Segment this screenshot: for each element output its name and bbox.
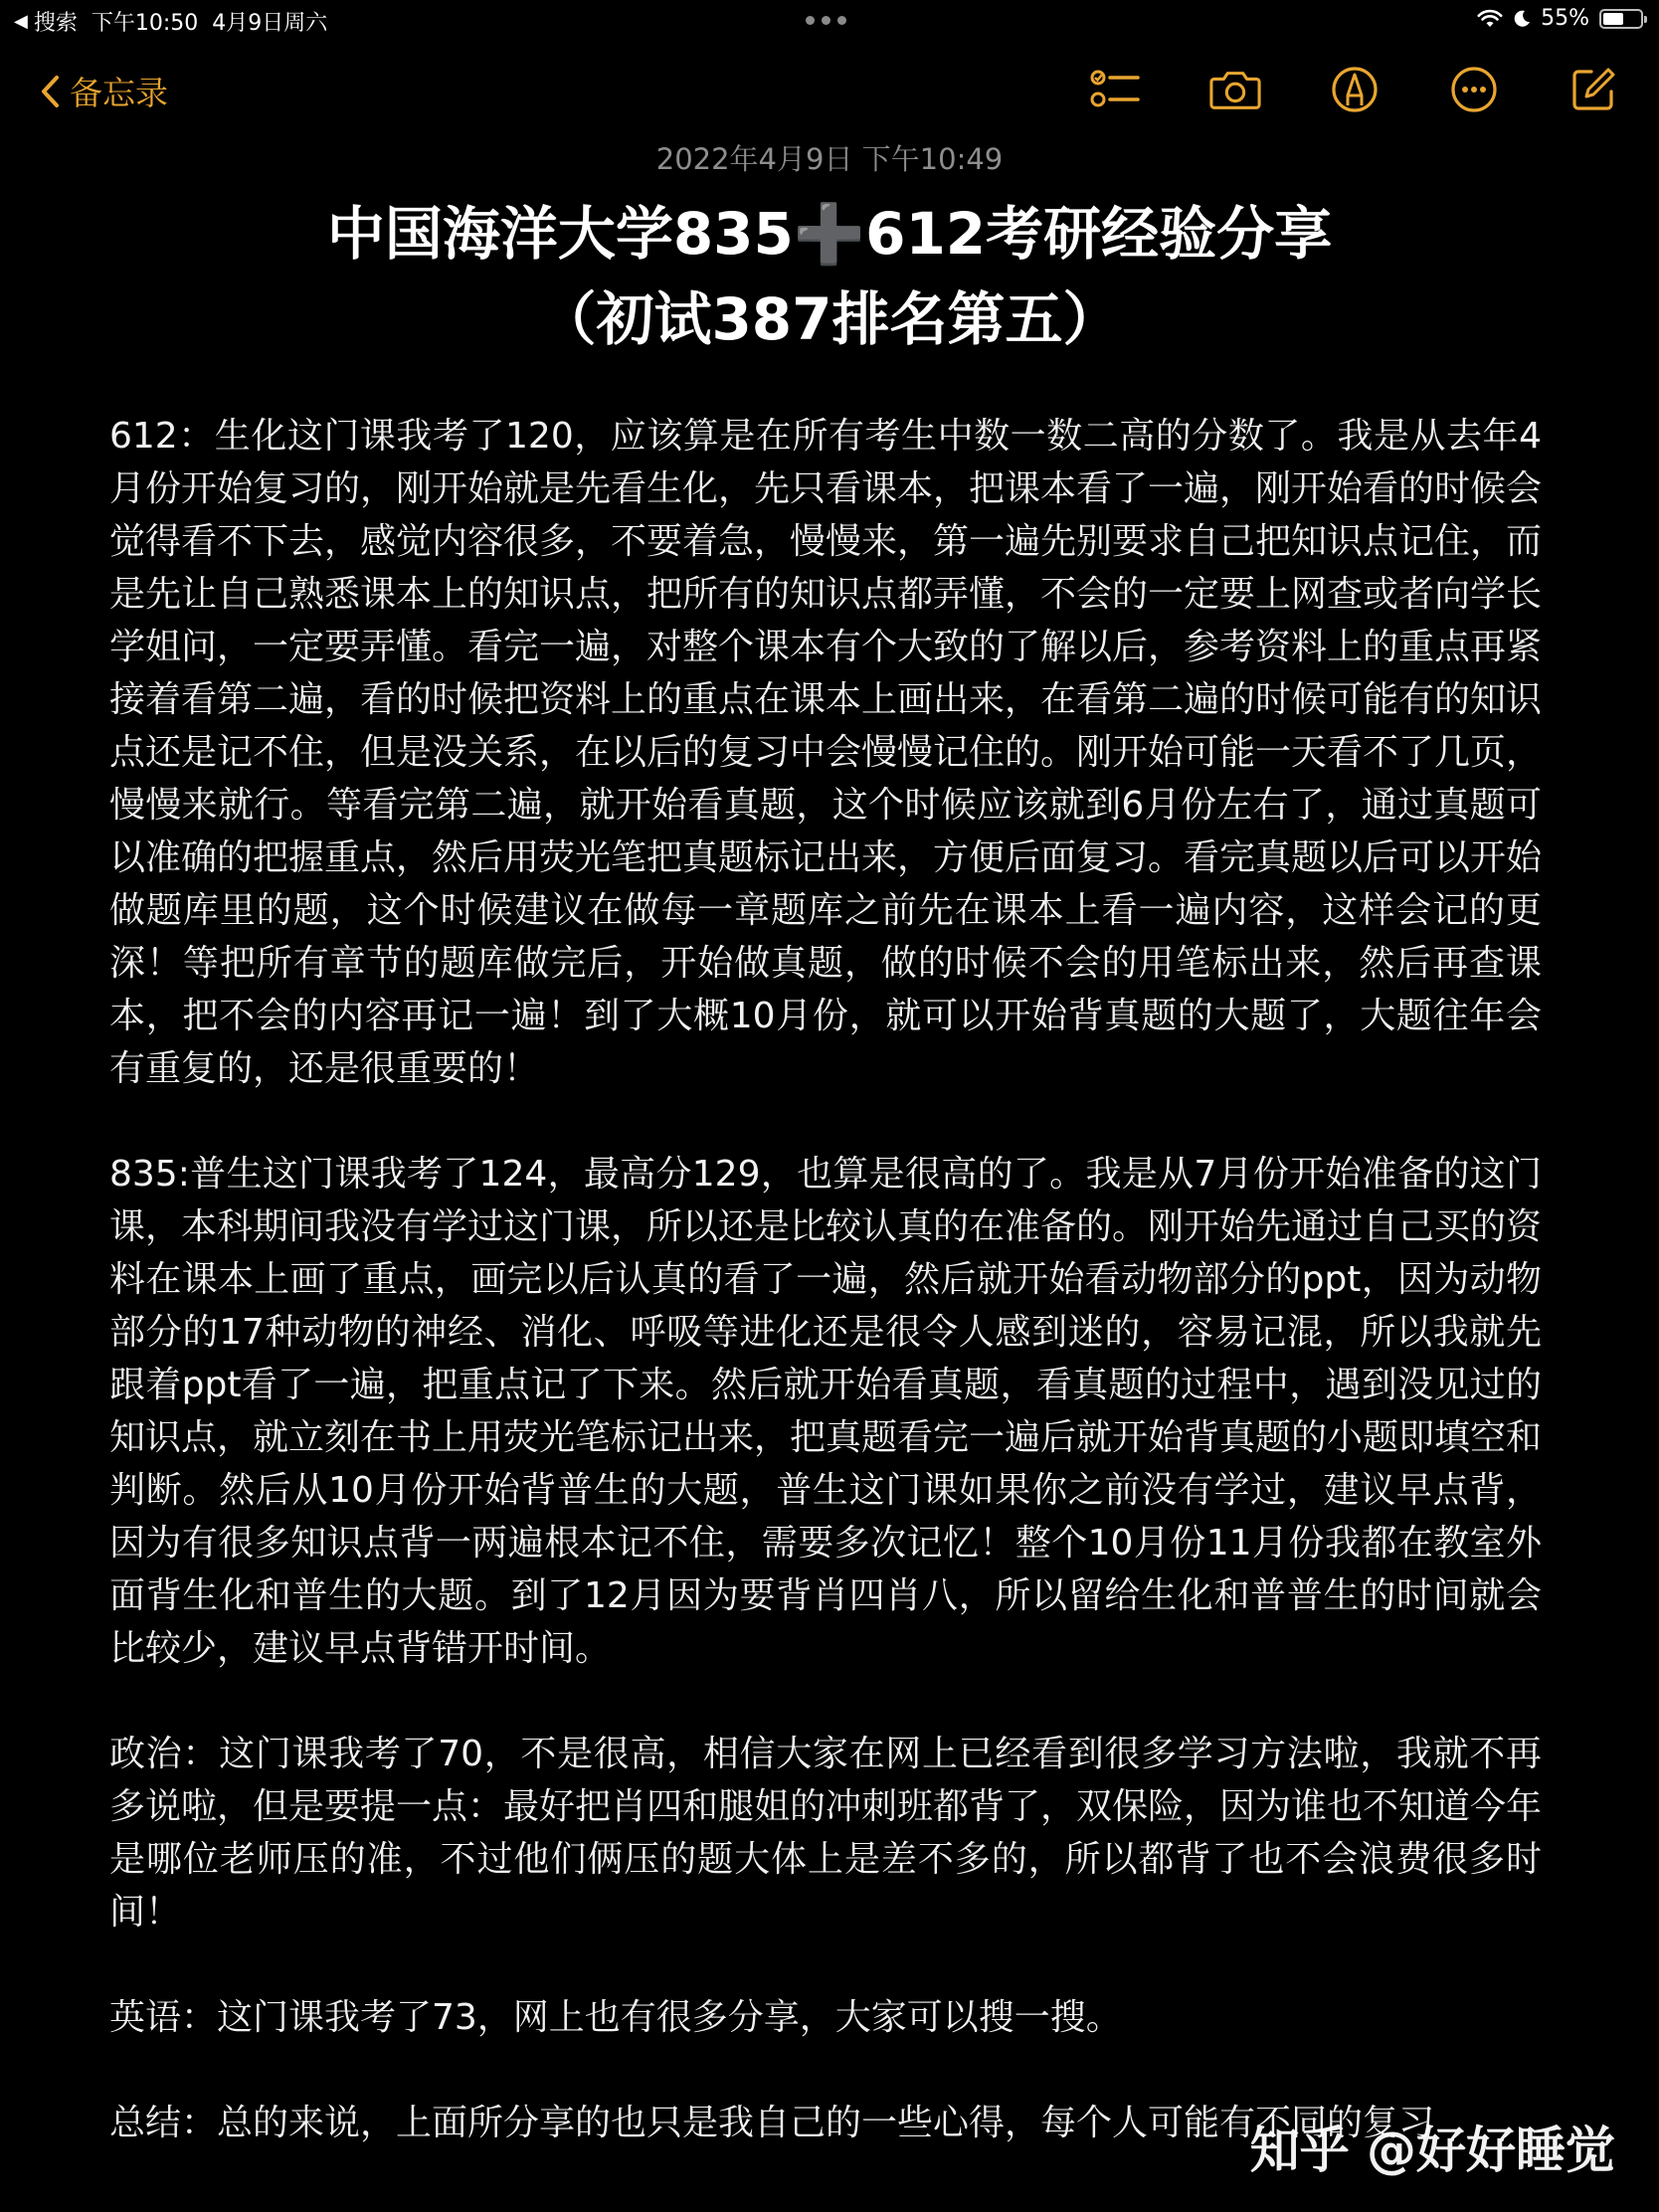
chevron-left-icon	[40, 75, 60, 108]
back-button[interactable]	[40, 68, 168, 114]
dot	[837, 16, 846, 25]
note-paragraph: 英语：这门课我考了73，网上也有很多分享，大家可以搜一搜。	[109, 1997, 1122, 2038]
back-button-label: 备忘录	[70, 74, 168, 112]
camera-button[interactable]	[1209, 64, 1261, 115]
back-to-app-icon[interactable]: ◀	[14, 11, 28, 32]
note-toolbar	[1090, 64, 1619, 115]
note-paragraph: 政治：这门课我考了70，不是很高，相信大家在网上已经看到很多学习方法啦，我就不再多说啦，但是要提一点：最好把肖四和腿姐的冲刺班都背了，双保险，因为谁也不知道今年是哪位老师压的准，不过他们俩压的题大体上是差不多的，所以都背了也不会浪费很多时间！	[109, 1734, 1543, 1933]
camera-icon	[1209, 69, 1261, 110]
note-date: 2022年4月9日 下午10:49	[655, 142, 1004, 176]
wifi-icon	[1477, 9, 1503, 29]
note-paragraph: 612：生化这门课我考了120，应该算是在所有考生中数一数二高的分数了。我是从去年4月份开始复习的，刚开始就是先看生化，先只看课本，把课本看了一遍，刚开始看的时候会觉得看不下去，感觉内容很多，不要着急，慢慢来，第一遍先别要求自己把知识点记住，而是先让自己熟悉课本上的知识点，把所有的知识点都弄懂，不会的一定要上网查或者向学长学姐问，一定要弄懂。看完一遍，对整个课本有个大致的了解以后，参考资料上的重点再紧接着看第二遍，看的时候把资料上的重点在课本上画出来，在看第二遍的时候可能有的知识点还是记不住，但是没关系，在以后的复习中会慢慢记住的。刚开始可能一天看不了几页，慢慢来就行。等看完第二遍，就开始看真题，这个时候应该就到6月份左右了，通过真题可以准确的把握重点，然后用荧光笔把真题标记出来，方便后面复习。看完真题以后可以开始做题库里的题，这个时候建议在做每一章题库之前先在课本上看一遍内容，这样会记的更深！等把所有章节的题库做完后，开始做真题，做的时候不会的用笔标出来，然后再查课本，把不会的内容再记一遍！到了大概10月份，就可以开始背真题的大题了，大题往年会有重复的，还是很重要的！	[109, 416, 1543, 1089]
markup-icon	[1331, 66, 1379, 113]
note-body[interactable]	[109, 410, 1542, 2202]
status-bar	[0, 0, 1659, 40]
dot	[806, 16, 815, 25]
more-button[interactable]	[1448, 64, 1500, 115]
compose-icon	[1569, 66, 1617, 113]
battery-percent: 55%	[1541, 6, 1589, 31]
checklist-icon	[1090, 68, 1142, 111]
checklist-button[interactable]	[1090, 64, 1142, 115]
note-title-line: （初试387排名第五）	[538, 285, 1121, 353]
status-right	[1477, 6, 1643, 31]
back-to-app-label[interactable]: 搜索	[33, 11, 78, 36]
note-paragraph: 总结：总的来说，上面所分享的也只是我自己的一些心得，每个人可能有不同的复习	[109, 2103, 1435, 2143]
multitasking-handle[interactable]	[806, 16, 846, 25]
nav-bar	[0, 60, 1659, 119]
moon-icon	[1513, 10, 1531, 28]
note-title-line: 中国海洋大学835➕612考研经验分享	[326, 200, 1333, 268]
status-time: 下午10:50	[91, 11, 199, 36]
battery-icon	[1599, 9, 1643, 29]
compose-button[interactable]	[1567, 64, 1619, 115]
watermark: 知乎 @好好睡觉	[1249, 2121, 1615, 2179]
battery-level	[1603, 13, 1623, 25]
note-paragraph: 835:普生这门课我考了124，最高分129，也算是很高的了。我是从7月份开始准备的这门课，本科期间我没有学过这门课，所以还是比较认真的在准备的。刚开始先通过自己买的资料在课本上画了重点，画完以后认真的看了一遍，然后就开始看动物部分的ppt，因为动物部分的17种动物的神经、消化、呼吸等进化还是很令人感到迷的，容易记混，所以我就先跟着ppt看了一遍，把重点记了下来。然后就开始看真题，看真题的过程中，遇到没见过的知识点，就立刻在书上用荧光笔标记出来，把真题看完一遍后就开始背真题的小题即填空和判断。然后从10月份开始背普生的大题，普生这门课如果你之前没有学过，建议早点背，因为有很多知识点背一两遍根本记不住，需要多次记忆！整个10月份11月份我都在教室外面背生化和普生的大题。到了12月因为要背肖四肖八，所以留给生化和普普生的时间就会比较少，建议早点背错开时间。	[109, 1154, 1543, 1669]
note-title[interactable]	[139, 191, 1520, 362]
status-date: 4月9日周六	[212, 11, 328, 36]
more-icon	[1450, 66, 1498, 113]
markup-button[interactable]	[1329, 64, 1381, 115]
dot	[822, 16, 830, 25]
status-left	[14, 6, 327, 37]
